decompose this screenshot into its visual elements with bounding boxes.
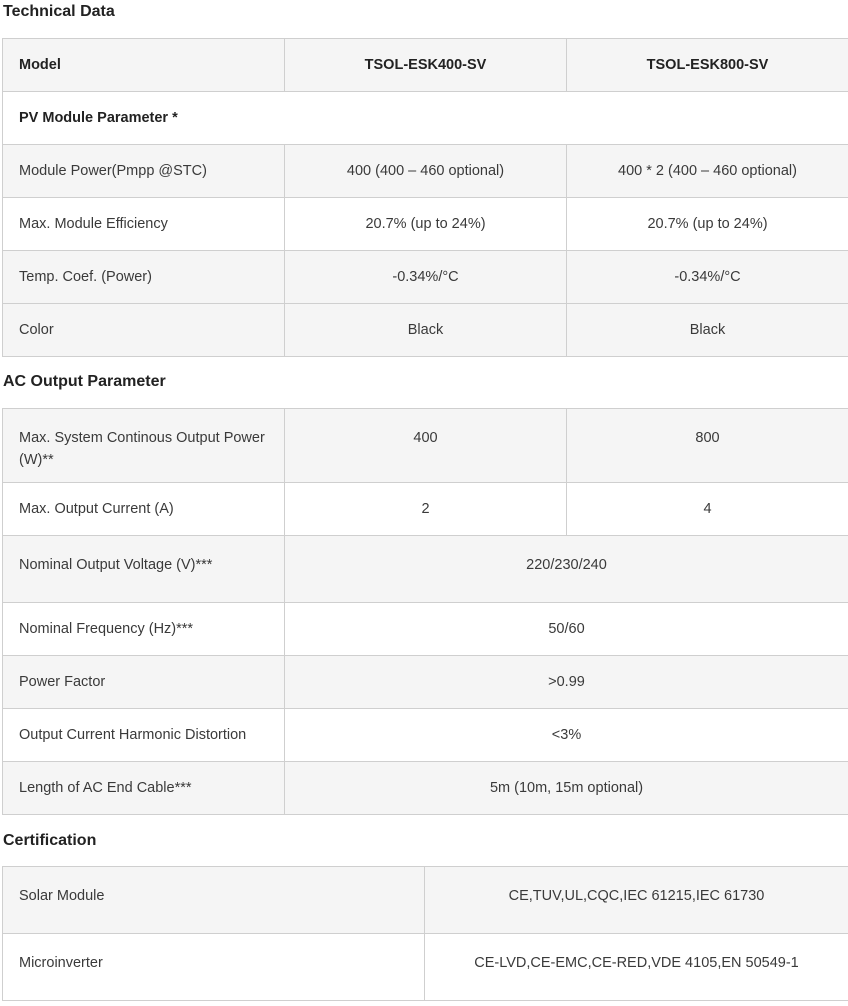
- header-model: Model: [3, 39, 285, 92]
- table-row: [3, 934, 848, 1001]
- row-value: Black: [567, 304, 848, 357]
- row-value: 2: [285, 483, 567, 536]
- row-value: >0.99: [285, 656, 848, 709]
- table-row: [3, 251, 848, 304]
- heading-ac-output: AC Output Parameter: [3, 373, 166, 390]
- table-row: [3, 762, 848, 815]
- table-row: [3, 304, 848, 357]
- ac-output-table: [2, 408, 848, 815]
- row-label: Temp. Coef. (Power): [3, 251, 285, 304]
- row-label: Color: [3, 304, 285, 357]
- row-value: 400 * 2 (400 – 460 optional): [567, 145, 848, 198]
- table-row: [3, 198, 848, 251]
- heading-technical-data: Technical Data: [3, 3, 115, 20]
- row-label: Nominal Output Voltage (V)***: [3, 536, 285, 603]
- table-row: [3, 536, 848, 603]
- table-row: [3, 603, 848, 656]
- section-row: [3, 92, 848, 145]
- row-label: Max. System Continous Output Power (W)**: [3, 409, 285, 483]
- table-row: [3, 145, 848, 198]
- row-value: 4: [567, 483, 848, 536]
- row-label: Max. Module Efficiency: [3, 198, 285, 251]
- row-value: 5m (10m, 15m optional): [285, 762, 848, 815]
- row-value: CE,TUV,UL,CQC,IEC 61215,IEC 61730: [425, 867, 848, 934]
- table-header-row: [3, 39, 848, 92]
- row-value: -0.34%/°C: [567, 251, 848, 304]
- row-value: 800: [567, 409, 848, 483]
- section-pv-module: PV Module Parameter *: [3, 92, 848, 145]
- header-model-400: TSOL-ESK400-SV: [285, 39, 567, 92]
- row-value: 220/230/240: [285, 536, 848, 603]
- row-value: 400: [285, 409, 567, 483]
- row-label: Solar Module: [3, 867, 425, 934]
- row-value: CE-LVD,CE-EMC,CE-RED,VDE 4105,EN 50549-1: [425, 934, 848, 1001]
- row-value: -0.34%/°C: [285, 251, 567, 304]
- header-model-800: TSOL-ESK800-SV: [567, 39, 848, 92]
- technical-data-table: [2, 38, 848, 357]
- row-value: 400 (400 – 460 optional): [285, 145, 567, 198]
- table-row: [3, 409, 848, 483]
- row-label: Length of AC End Cable***: [3, 762, 285, 815]
- row-value: 20.7% (up to 24%): [285, 198, 567, 251]
- row-label: Power Factor: [3, 656, 285, 709]
- table-row: [3, 483, 848, 536]
- row-label: Max. Output Current (A): [3, 483, 285, 536]
- row-value: 20.7% (up to 24%): [567, 198, 848, 251]
- certification-table: [2, 866, 848, 1001]
- heading-certification: Certification: [3, 832, 97, 849]
- table-row: [3, 709, 848, 762]
- row-label: Nominal Frequency (Hz)***: [3, 603, 285, 656]
- row-label: Module Power(Pmpp @STC): [3, 145, 285, 198]
- table-row: [3, 656, 848, 709]
- row-value: 50/60: [285, 603, 848, 656]
- row-value: <3%: [285, 709, 848, 762]
- row-label: Output Current Harmonic Distortion: [3, 709, 285, 762]
- row-value: Black: [285, 304, 567, 357]
- table-row: [3, 867, 848, 934]
- row-label: Microinverter: [3, 934, 425, 1001]
